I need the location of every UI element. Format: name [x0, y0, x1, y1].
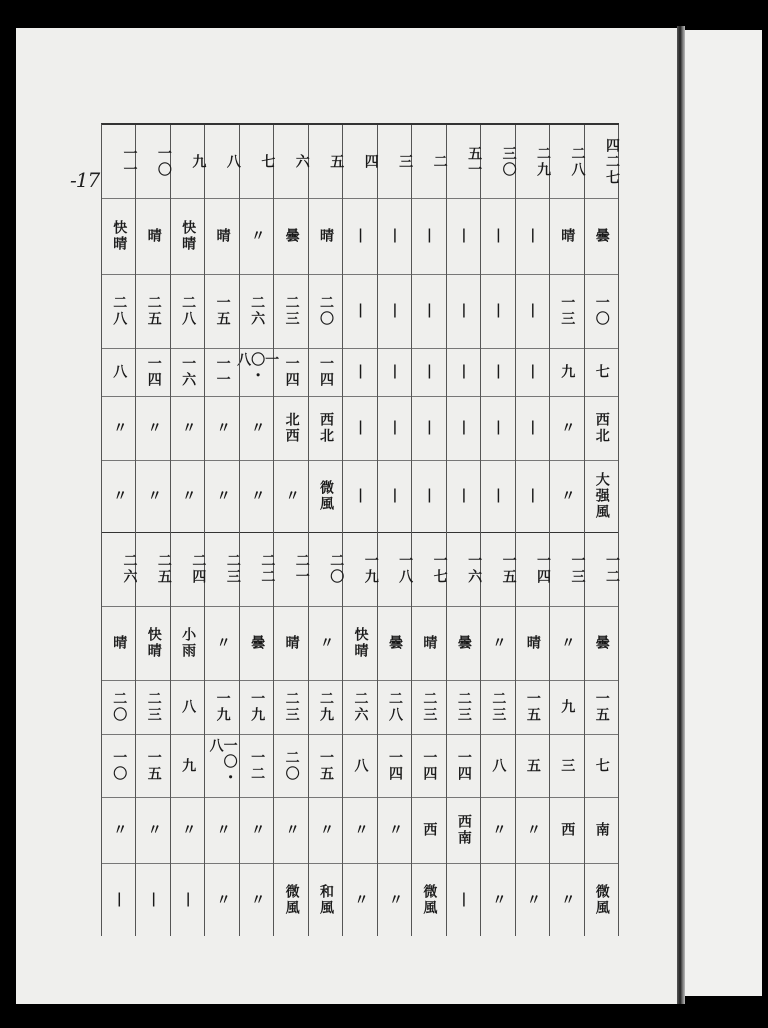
- table-column: [516, 125, 550, 936]
- table-cell-direction: 〃: [352, 822, 369, 838]
- table-cell-date: 九: [190, 153, 207, 170]
- table-cell-wind_speed: 一一: [214, 356, 231, 388]
- table-cell-direction: 〃: [214, 822, 231, 838]
- table-column: [481, 125, 515, 936]
- table-cell-date: 一八: [397, 553, 414, 585]
- table-cell-force: 微風: [421, 883, 438, 916]
- table-cell-direction: |: [455, 419, 472, 437]
- table-cell-wind_speed: |: [490, 363, 507, 381]
- table-cell-temp: 二六: [352, 691, 369, 723]
- table-cell-weather: 晴: [318, 228, 335, 244]
- table-cell-temp: 二〇: [318, 295, 335, 327]
- table-cell-force: |: [386, 487, 403, 505]
- table-cell-force: 〃: [524, 891, 541, 908]
- table-cell-force: 〃: [145, 488, 162, 504]
- table-cell-date: 二二: [259, 553, 276, 585]
- table-cell-direction: 〃: [283, 822, 300, 838]
- table-cell-force: |: [524, 487, 541, 505]
- table-cell-wind_speed: 一五: [145, 749, 162, 782]
- table-cell-date: 二八: [569, 145, 586, 178]
- table-cell-temp: 二九: [318, 691, 335, 723]
- table-cell-date: 二: [431, 153, 448, 170]
- table-cell-date: 八: [224, 153, 241, 170]
- table-cell-weather: 快晴: [111, 220, 128, 252]
- table-cell-weather: 〃: [249, 228, 266, 244]
- table-cell-weather: 〃: [214, 635, 231, 651]
- table-cell-wind_speed: 一四: [455, 749, 472, 782]
- table-cell-direction: 〃: [111, 822, 128, 838]
- table-cell-temp: 二三: [455, 691, 472, 723]
- table-cell-direction: 〃: [559, 420, 576, 436]
- table-cell-force: 〃: [490, 891, 507, 908]
- table-cell-force: 〃: [352, 891, 369, 908]
- table-cell-force: 〃: [249, 891, 266, 908]
- table-cell-wind_speed: 三: [559, 757, 576, 774]
- table-cell-direction: |: [352, 419, 369, 437]
- table-cell-date: 三〇: [500, 145, 517, 178]
- table-cell-direction: 〃: [145, 822, 162, 838]
- table-cell-date: 五一: [466, 145, 483, 178]
- table-cell-weather: 曇: [455, 635, 472, 651]
- table-cell-direction: 〃: [386, 822, 403, 838]
- table-cell-wind_speed: 一五: [318, 749, 335, 782]
- table-cell-wind_speed: 一四: [283, 356, 300, 388]
- table-cell-date: 一七: [431, 553, 448, 585]
- table-cell-weather: 〃: [318, 635, 335, 651]
- table-cell-temp: 二五: [145, 295, 162, 327]
- table-cell-wind_speed: 一四: [318, 356, 335, 388]
- table-cell-temp: 二八: [180, 295, 197, 327]
- table-cell-weather: 晴: [524, 635, 541, 651]
- table-cell-date: 二六: [121, 553, 138, 585]
- table-cell-temp: 一九: [249, 691, 266, 723]
- table-cell-date: 一六: [466, 553, 483, 585]
- table-cell-date: 七: [259, 153, 276, 170]
- table-column: [274, 125, 308, 936]
- table-cell-weather: 晴: [214, 228, 231, 244]
- table-cell-force: 〃: [283, 488, 300, 504]
- table-cell-wind_speed: |: [524, 363, 541, 381]
- table-column: [171, 125, 205, 936]
- table-column: [550, 125, 584, 936]
- table-cell-force: 〃: [214, 488, 231, 504]
- table-cell-temp: 九: [559, 699, 576, 715]
- table-cell-weather: |: [421, 227, 438, 245]
- table-cell-temp: 二三: [283, 691, 300, 723]
- table-column: [378, 125, 412, 936]
- table-cell-date: 一三: [569, 553, 586, 585]
- table-cell-weather: 曇: [593, 635, 610, 651]
- table-cell-force: 和風: [318, 883, 335, 916]
- table-cell-wind_speed: 八: [111, 364, 128, 380]
- table-cell-date: 六: [293, 153, 310, 170]
- table-cell-weather: |: [455, 227, 472, 245]
- table-column: [309, 125, 343, 936]
- table-cell-temp: 一〇: [593, 295, 610, 327]
- table-cell-force: |: [180, 890, 197, 909]
- table-cell-date: 二一: [293, 553, 310, 585]
- table-cell-wind_speed: 八: [490, 757, 507, 774]
- table-cell-direction: 西: [421, 822, 438, 838]
- table-cell-temp: 二三: [490, 691, 507, 723]
- table-cell-weather: 快晴: [145, 627, 162, 659]
- table-cell-force: 微風: [318, 480, 335, 512]
- table-cell-date: 五: [328, 153, 345, 170]
- table-cell-temp: 二三: [421, 691, 438, 723]
- table-column: [102, 125, 136, 936]
- table-cell-wind_speed: 二〇: [283, 749, 300, 782]
- table-cell-force: 〃: [214, 891, 231, 908]
- table-cell-date: 二四: [190, 553, 207, 585]
- table-cell-date: 二〇: [328, 553, 345, 585]
- table-cell-direction: 北西: [283, 412, 300, 444]
- table-cell-force: |: [352, 487, 369, 505]
- table-cell-force: 〃: [559, 488, 576, 504]
- table-cell-date: 一四: [535, 553, 552, 585]
- table-cell-force: |: [111, 890, 128, 909]
- table-cell-weather: 晴: [559, 228, 576, 244]
- table-cell-direction: |: [524, 419, 541, 437]
- table-cell-date: 一二: [603, 553, 620, 585]
- table-cell-wind_speed: 八: [352, 757, 369, 774]
- table-cell-force: |: [455, 890, 472, 909]
- table-cell-force: 〃: [249, 488, 266, 504]
- table-cell-weather: 〃: [490, 635, 507, 651]
- table-cell-temp: 一三: [559, 295, 576, 327]
- table-cell-temp: 一九: [214, 691, 231, 723]
- table-cell-wind_speed: 一四: [145, 356, 162, 388]
- table-column: [447, 125, 481, 936]
- table-cell-wind_speed: 五: [524, 757, 541, 774]
- table-cell-direction: |: [490, 419, 507, 437]
- table-cell-direction: 〃: [249, 420, 266, 436]
- table-cell-date: 一一: [121, 145, 138, 178]
- table-cell-wind_speed: 九: [559, 364, 576, 380]
- table-cell-temp: 二八: [386, 691, 403, 723]
- margin-note: -17: [70, 168, 100, 192]
- table-cell-date: 四二七: [603, 137, 620, 186]
- table-cell-weather: 快晴: [352, 627, 369, 659]
- table-cell-temp: |: [352, 302, 369, 320]
- table-cell-temp: |: [386, 302, 403, 320]
- table-cell-direction: 西北: [593, 412, 610, 444]
- table-column: [412, 125, 446, 936]
- table-column: [205, 125, 239, 936]
- table-column: [235, 125, 280, 936]
- table-cell-direction: 西北: [318, 412, 335, 444]
- table-cell-wind_speed: 一〇・八: [207, 738, 238, 786]
- page-edge-shadow: [677, 26, 685, 1004]
- table-cell-weather: 曇: [593, 228, 610, 244]
- table-cell-weather: 晴: [145, 228, 162, 244]
- table-cell-temp: |: [455, 302, 472, 320]
- table-cell-weather: 晴: [283, 635, 300, 651]
- table-cell-date: 二五: [155, 553, 172, 585]
- table-cell-direction: 〃: [111, 420, 128, 436]
- table-cell-force: 〃: [386, 891, 403, 908]
- table-cell-direction: 西: [559, 822, 576, 838]
- table-cell-wind_speed: 七: [593, 364, 610, 380]
- table-cell-wind_speed: |: [386, 363, 403, 381]
- table-cell-temp: |: [421, 302, 438, 320]
- table-cell-wind_speed: |: [455, 363, 472, 381]
- table-cell-wind_speed: 一〇: [111, 749, 128, 782]
- table-cell-force: |: [421, 487, 438, 505]
- table-cell-temp: 八: [180, 699, 197, 715]
- table-cell-date: 二九: [535, 145, 552, 178]
- table-cell-weather: 快晴: [180, 220, 197, 252]
- table-cell-temp: 一五: [593, 691, 610, 723]
- table-cell-direction: 〃: [180, 420, 197, 436]
- table-cell-temp: 二三: [283, 295, 300, 327]
- table-cell-direction: |: [421, 419, 438, 437]
- table-cell-direction: 〃: [249, 822, 266, 838]
- table-cell-force: |: [455, 487, 472, 505]
- table-cell-temp: |: [524, 302, 541, 320]
- adjacent-page: [685, 30, 762, 996]
- table-cell-direction: 〃: [318, 822, 335, 838]
- table-cell-force: 微風: [283, 883, 300, 916]
- table-cell-temp: 二三: [145, 691, 162, 723]
- table-cell-weather: |: [352, 227, 369, 245]
- table-cell-weather: |: [524, 227, 541, 245]
- table-cell-temp: 二八: [111, 295, 128, 327]
- table-cell-temp: 一五: [524, 691, 541, 723]
- table-cell-temp: |: [490, 302, 507, 320]
- table-cell-date: 三: [397, 153, 414, 170]
- table-cell-direction: 南: [593, 822, 610, 838]
- table-cell-date: 一〇: [155, 145, 172, 178]
- table-cell-force: 〃: [111, 488, 128, 504]
- table-cell-temp: 二六: [249, 295, 266, 327]
- table-cell-wind_speed: 一四: [421, 749, 438, 782]
- table-cell-weather: 小雨: [180, 627, 197, 659]
- table-cell-weather: 晴: [421, 635, 438, 651]
- table-column: [585, 125, 619, 936]
- table-cell-weather: |: [490, 227, 507, 245]
- table-cell-direction: 〃: [490, 822, 507, 838]
- table-cell-wind_speed: |: [352, 363, 369, 381]
- table-cell-weather: 曇: [249, 635, 266, 651]
- table-cell-temp: 二〇: [111, 691, 128, 723]
- table-cell-wind_speed: 一〇・八: [235, 352, 280, 384]
- table-cell-wind_speed: 一四: [386, 749, 403, 782]
- table-cell-direction: 〃: [145, 420, 162, 436]
- table-cell-wind_speed: |: [421, 363, 438, 381]
- table-cell-force: |: [145, 890, 162, 909]
- table-cell-force: 〃: [559, 891, 576, 908]
- table-cell-direction: 西南: [455, 814, 472, 846]
- table-column: [136, 125, 170, 936]
- table-cell-wind_speed: 九: [180, 757, 197, 774]
- table-cell-temp: 一五: [214, 295, 231, 327]
- weather-record-table: [101, 123, 619, 936]
- table-cell-wind_speed: 七: [593, 757, 610, 774]
- table-cell-weather: |: [386, 227, 403, 245]
- table-cell-weather: 曇: [386, 635, 403, 651]
- table-cell-date: 一九: [362, 553, 379, 585]
- table-column: [343, 125, 377, 936]
- table-cell-date: 一五: [500, 553, 517, 585]
- table-cell-direction: 〃: [524, 822, 541, 838]
- table-cell-force: 大强風: [593, 472, 610, 520]
- table-cell-weather: 〃: [559, 635, 576, 651]
- table-cell-direction: 〃: [214, 420, 231, 436]
- table-cell-direction: |: [386, 419, 403, 437]
- table-cell-weather: 晴: [111, 635, 128, 651]
- table-cell-wind_speed: 一二: [249, 749, 266, 782]
- table-cell-force: 微風: [593, 883, 610, 916]
- table-cell-wind_speed: 一六: [180, 356, 197, 388]
- table-cell-date: 四: [362, 153, 379, 170]
- table-cell-date: 二三: [224, 553, 241, 585]
- table-cell-force: 〃: [180, 488, 197, 504]
- table-cell-direction: 〃: [180, 822, 197, 838]
- table-cell-weather: 曇: [283, 228, 300, 244]
- table-cell-force: |: [490, 487, 507, 505]
